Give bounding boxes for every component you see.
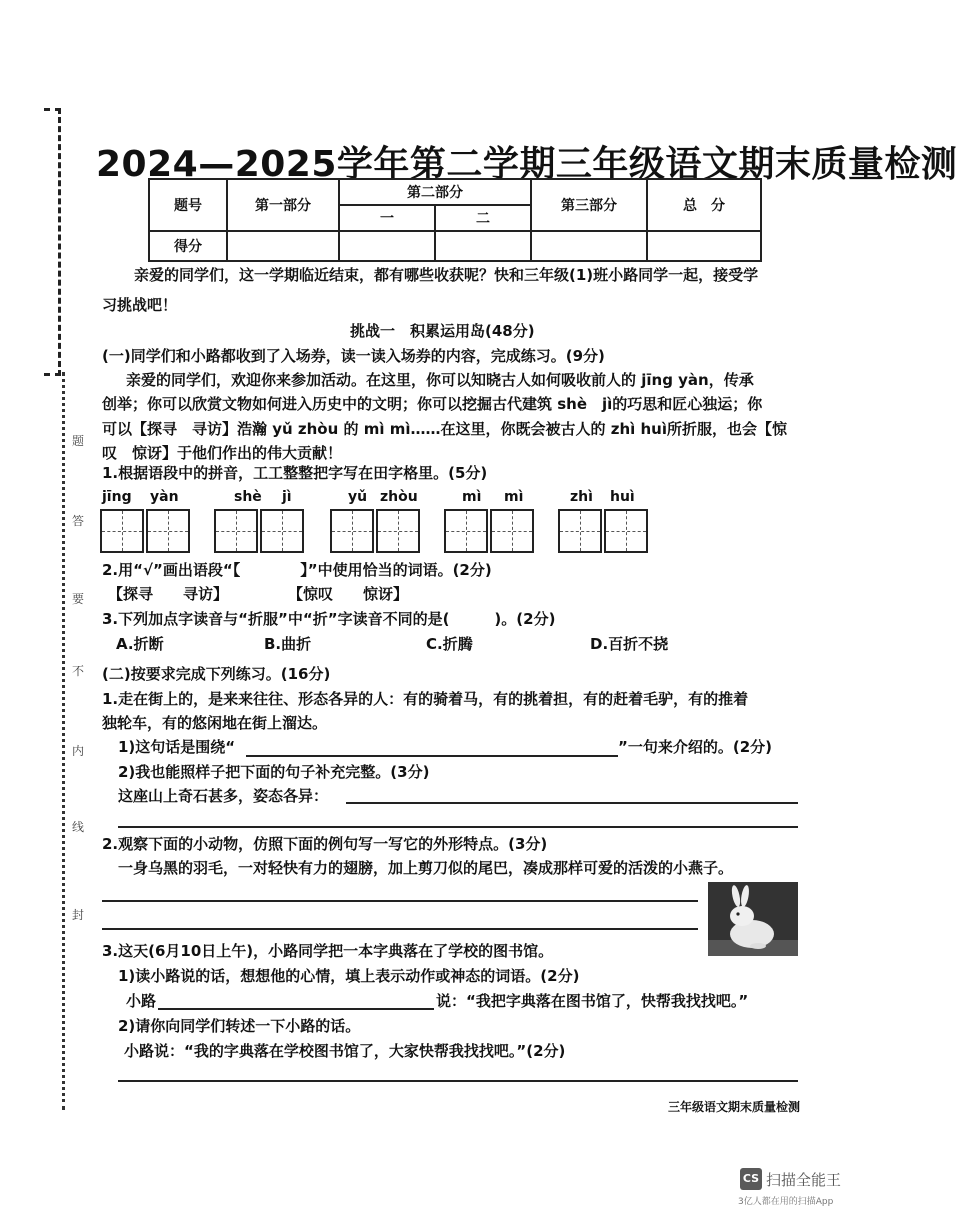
header-total: 总 分 xyxy=(647,179,761,231)
answer-line[interactable] xyxy=(102,928,698,930)
answer-line[interactable] xyxy=(118,826,798,828)
header-part-one: 第一部分 xyxy=(227,179,339,231)
tianzige-cell[interactable] xyxy=(444,509,488,553)
score-cell xyxy=(339,231,435,261)
intro-line: 习挑战吧！ xyxy=(102,296,178,314)
binding-char: 线 xyxy=(72,820,85,834)
section-two-heading: (二)按要求完成下列练习。(16分) xyxy=(102,665,331,683)
passage-line: 可以【探寻 寻访】浩瀚 yǔ zhòu 的 mì mì……在这里，你既会被古人的 zhì huì所折服，也会【惊 xyxy=(102,420,788,438)
q3-option-c[interactable]: C.折腾 xyxy=(426,635,473,653)
tianzige-cell[interactable] xyxy=(146,509,190,553)
q2-option[interactable]: 【惊叹 惊讶】 xyxy=(288,585,409,603)
answer-line[interactable] xyxy=(246,755,618,757)
binding-char: 题 xyxy=(72,434,85,448)
binding-dotted-line xyxy=(62,372,65,1110)
s2-q3-2: 2)请你向同学们转述一下小路的话。 xyxy=(118,1017,361,1035)
s2-q1-1-post: ”一句来介绍的。(2分) xyxy=(618,738,773,756)
binding-char: 封 xyxy=(72,908,85,922)
q3-option-a[interactable]: A.折断 xyxy=(116,635,164,653)
pinyin-label: shè xyxy=(234,489,262,505)
s2-q3-1-pre: 小路 xyxy=(126,992,157,1010)
tianzige-cell[interactable] xyxy=(260,509,304,553)
pinyin-label: mì xyxy=(462,489,482,505)
binding-char: 内 xyxy=(72,744,85,758)
tianzige-cell[interactable] xyxy=(214,509,258,553)
pinyin-label: yǔ xyxy=(348,489,368,505)
s2-q1-2: 2)我也能照样子把下面的句子补充完整。(3分) xyxy=(118,763,430,781)
section-one-heading: (一)同学们和小路都收到了入场券，读一读入场券的内容，完成练习。(9分) xyxy=(102,347,605,365)
binding-char: 要 xyxy=(72,592,85,606)
scanner-tagline: 3亿人都在用的扫描App xyxy=(738,1197,834,1207)
s2-q1-line: 1.走在街上的，是来来往往、形态各异的人：有的骑着马，有的挑着担，有的赶着毛驴，有的推着 xyxy=(102,690,749,708)
pinyin-label: huì xyxy=(610,489,635,505)
pinyin-label: zhòu xyxy=(380,489,418,505)
tianzige-cell[interactable] xyxy=(490,509,534,553)
answer-line[interactable] xyxy=(158,1008,434,1010)
q2-option[interactable]: 【探寻 寻访】 xyxy=(108,585,229,603)
answer-line[interactable] xyxy=(118,1080,798,1082)
tianzige-cell[interactable] xyxy=(330,509,374,553)
binding-char: 答 xyxy=(72,514,85,528)
tianzige-cell[interactable] xyxy=(100,509,144,553)
tianzige-cell[interactable] xyxy=(376,509,420,553)
q3-option-b[interactable]: B.曲折 xyxy=(264,635,312,653)
question-one: 1.根据语段中的拼音，工工整整把字写在田字格里。(5分) xyxy=(102,464,488,482)
intro-line: 亲爱的同学们，这一学期临近结束，都有哪些收获呢？快和三年级(1)班小路同学一起，接受学 xyxy=(134,266,759,284)
exam-title: 2024—2025学年第二学期三年级语文期末质量检测 xyxy=(96,144,957,185)
s2-q3-1-post: 说：“我把字典落在图书馆了，快帮我找找吧。” xyxy=(436,992,749,1010)
passage-line: 叹 惊讶】于他们作出的伟大贡献！ xyxy=(102,444,343,462)
answer-line[interactable] xyxy=(346,802,798,804)
header-part-two: 第二部分 xyxy=(339,179,531,205)
row-label-score: 得分 xyxy=(149,231,227,261)
score-cell xyxy=(531,231,647,261)
passage-line: 亲爱的同学们，欢迎你来参加活动。在这里，你可以知晓古人如何吸收前人的 jīng yàn，传承 xyxy=(126,371,754,389)
header-question-number: 题号 xyxy=(149,179,227,231)
binding-dashed-bracket xyxy=(44,108,61,376)
passage-line: 创举；你可以欣赏文物如何进入历史中的文明；你可以挖掘古代建筑 shè jì的巧思和匠心独运；你 xyxy=(102,395,763,413)
score-cell xyxy=(647,231,761,261)
s2-q1-line: 独轮车，有的悠闲地在街上溜达。 xyxy=(102,714,328,732)
q3-option-d[interactable]: D.百折不挠 xyxy=(590,635,669,653)
answer-line[interactable] xyxy=(102,900,698,902)
pinyin-label: zhì xyxy=(570,489,593,505)
header-part-two-sub-two: 二 xyxy=(435,205,531,231)
s2-question-two: 2.观察下面的小动物，仿照下面的例句写一写它的外形特点。(3分) xyxy=(102,835,548,853)
s2-q1-1-pre: 1)这句话是围绕“ xyxy=(118,738,236,756)
tianzige-group xyxy=(214,509,306,553)
rabbit-photo xyxy=(708,882,798,956)
tianzige-group xyxy=(330,509,422,553)
tianzige-group xyxy=(558,509,650,553)
score-cell xyxy=(227,231,339,261)
s2-q2-example: 一身乌黑的羽毛，一对轻快有力的翅膀，加上剪刀似的尾巴，凑成那样可爱的活泼的小燕子。 xyxy=(118,859,734,877)
scanner-logo-icon: CS xyxy=(740,1168,762,1190)
question-two: 2.用“√”画出语段“【 】”中使用恰当的词语。(2分) xyxy=(102,561,492,579)
challenge-heading: 挑战一 积累运用岛(48分) xyxy=(350,322,535,340)
tianzige-cell[interactable] xyxy=(604,509,648,553)
page-footer: 三年级语文期末质量检测 xyxy=(668,1100,801,1114)
tianzige-group xyxy=(100,509,192,553)
score-table xyxy=(148,178,762,262)
scanner-name: 扫描全能王 xyxy=(766,1171,842,1189)
score-cell xyxy=(435,231,531,261)
s2-q3-1: 1)读小路说的话，想想他的心情，填上表示动作或神态的词语。(2分) xyxy=(118,967,580,985)
tianzige-group xyxy=(444,509,536,553)
header-part-three: 第三部分 xyxy=(531,179,647,231)
s2-question-three: 3.这天(6月10日上午)，小路同学把一本字典落在了学校的图书馆。 xyxy=(102,942,554,960)
s2-q3-2-quote: 小路说：“我的字典落在学校图书馆了，大家快帮我找找吧。”(2分) xyxy=(124,1042,566,1060)
s2-q1-2-prompt: 这座山上奇石甚多，姿态各异： xyxy=(118,787,329,805)
tianzige-cell[interactable] xyxy=(558,509,602,553)
binding-char: 不 xyxy=(72,664,85,678)
pinyin-label: mì xyxy=(504,489,524,505)
header-part-two-sub-one: 一 xyxy=(339,205,435,231)
pinyin-label: jīng xyxy=(102,489,132,505)
question-three: 3.下列加点字读音与“折服”中“折”字读音不同的是( )。(2分) xyxy=(102,610,556,628)
pinyin-label: yàn xyxy=(150,489,179,505)
pinyin-label: jì xyxy=(282,489,292,505)
